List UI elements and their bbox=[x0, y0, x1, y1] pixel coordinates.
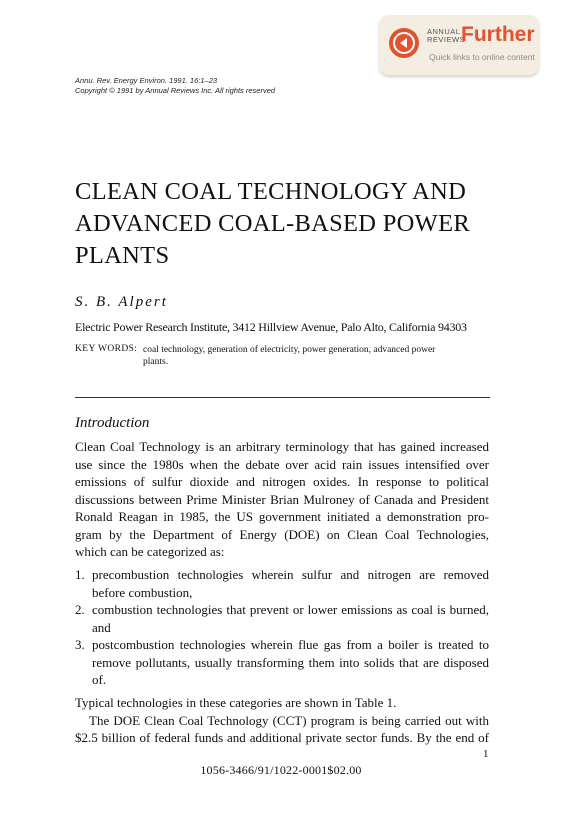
author-name: S. B. Alpert bbox=[75, 294, 168, 310]
footer-code: 1056-3466/91/1022-0001$02.00 bbox=[200, 763, 362, 777]
intro-paragraph bbox=[75, 438, 489, 561]
list-item-body bbox=[92, 566, 489, 601]
badge-small-bottom: REVIEWS bbox=[427, 35, 466, 44]
intro-line: emissions of sulfur dioxide and nitrogen oxides. In response to political bbox=[75, 474, 489, 489]
list-item-line: postcombustion technologies wherein flue gas from a boiler is treated to bbox=[92, 637, 489, 652]
list-item-line: precombustion technologies wherein sulfur and nitrogen are removed bbox=[92, 567, 489, 582]
intro-line: use since the 1980s when the debate over acid rain issues intensified over bbox=[75, 456, 489, 472]
badge-tagline: Quick links to online content bbox=[429, 52, 535, 62]
section-heading: Introduction bbox=[75, 415, 150, 431]
list-item-body bbox=[92, 601, 489, 636]
keywords-line-1: coal technology, generation of electricity, power generation, advanced power bbox=[143, 345, 436, 355]
intro-line: which can be categorized as: bbox=[75, 544, 225, 559]
keywords-line-2: plants. bbox=[143, 357, 169, 367]
list-item-line: combustion technologies that prevent or lower emissions as coal is burned, bbox=[92, 602, 489, 617]
intro-line: Clean Coal Technology is an arbitrary terminology that has gained increased bbox=[75, 439, 489, 454]
badge-publisher-text bbox=[427, 28, 465, 44]
author-affiliation: Electric Power Research Institute, 3412 Hillview Avenue, Palo Alto, California 94303 bbox=[75, 320, 467, 334]
list-item-line: before combustion, bbox=[92, 584, 193, 600]
article-title bbox=[75, 176, 495, 272]
title-line-2: ADVANCED COAL-BASED POWER bbox=[75, 210, 470, 237]
intro-line: discussions between Prime Minister Brian Mulroney of Canada and President bbox=[75, 491, 489, 507]
title-line-1: CLEAN COAL TECHNOLOGY AND bbox=[75, 178, 467, 205]
badge-small-top: ANNUAL bbox=[427, 27, 461, 36]
list-item-number: 2. bbox=[75, 602, 85, 617]
intro-line: gram by the Department of Energy (DOE) on Clean Coal Technologies, bbox=[75, 526, 489, 542]
closing-line: Typical technologies in these categories are shown in Table 1. bbox=[75, 695, 397, 710]
citation-line-2: Copyright © 1991 by Annual Reviews Inc. All rights reserved bbox=[75, 86, 276, 95]
list-item-line: remove pollutants, usually transforming them into solids that are disposed bbox=[92, 654, 489, 670]
annual-reviews-further-badge[interactable] bbox=[379, 15, 539, 75]
intro-line: Ronald Reagan in 1985, the US government initiated a demonstration pro- bbox=[75, 509, 489, 524]
list-item-line: and bbox=[92, 619, 111, 635]
list-item-line: of. bbox=[92, 672, 107, 687]
title-line-3: PLANTS bbox=[75, 242, 170, 269]
closing-line: The DOE Clean Coal Technology (CCT) program is being carried out with bbox=[89, 712, 489, 728]
page-number: 1 bbox=[483, 748, 489, 760]
badge-brand: Further bbox=[461, 23, 535, 46]
list-item-number: 3. bbox=[75, 637, 85, 652]
list-item-body bbox=[92, 636, 489, 689]
keywords-label: KEY WORDS: bbox=[75, 344, 138, 354]
keywords-text bbox=[143, 344, 493, 368]
divider-rule bbox=[75, 397, 490, 398]
list-item-number: 1. bbox=[75, 567, 85, 582]
closing-line: $2.5 billion of federal funds and additional private sector funds. By the end of bbox=[75, 730, 489, 745]
left-arrow-circle-icon bbox=[389, 28, 419, 58]
closing-paragraph bbox=[75, 694, 489, 747]
journal-citation bbox=[75, 76, 275, 96]
citation-line-1: Annu. Rev. Energy Environ. 1991. 16:1–23 bbox=[75, 76, 218, 85]
